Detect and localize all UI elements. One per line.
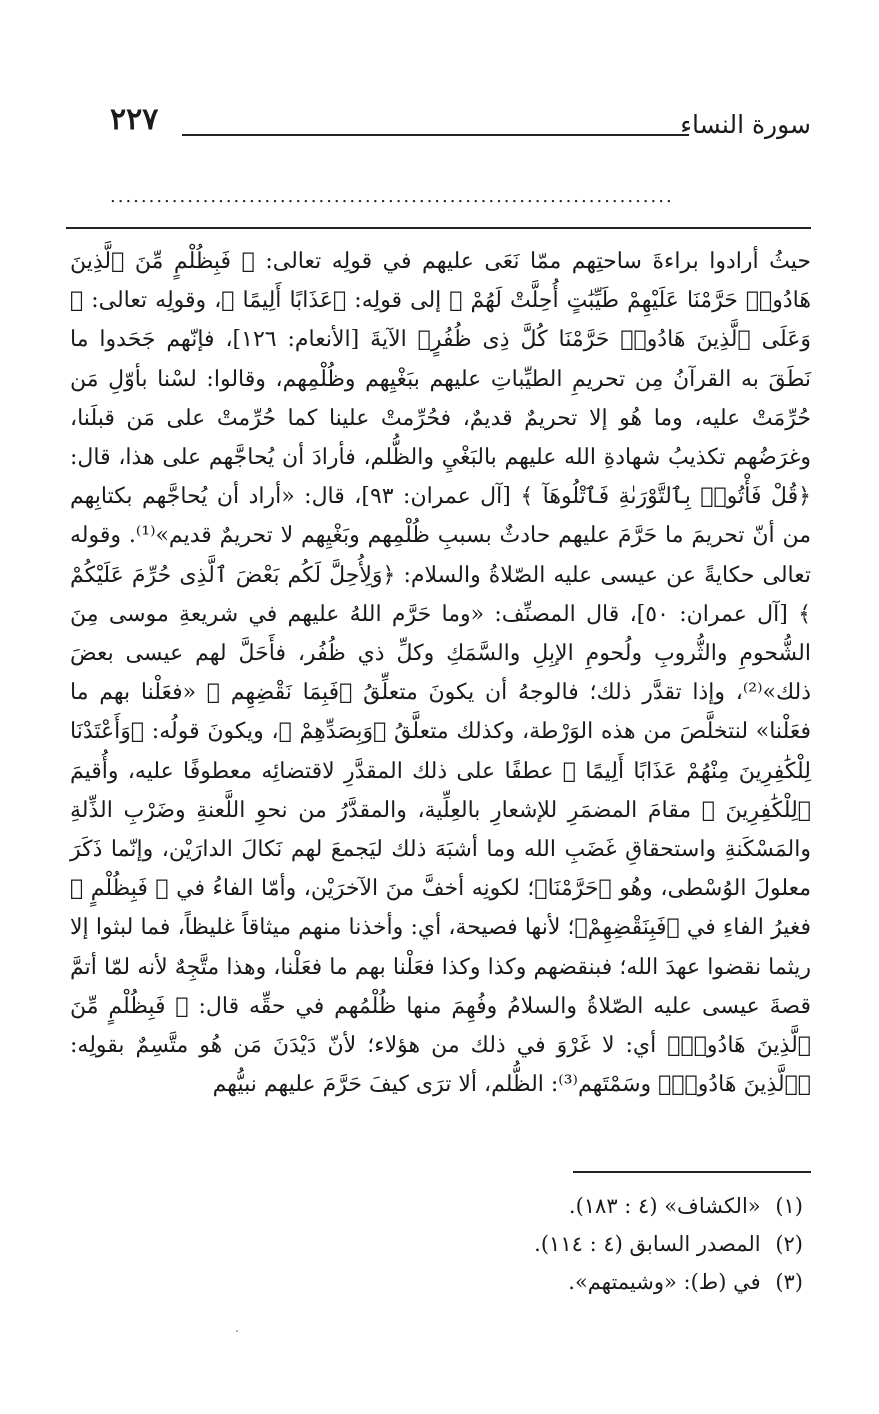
footnote-text: «الكشاف» (٤ : ١٨٣). — [568, 1194, 761, 1218]
footnote-text: المصدر السابق (٤ : ١١٤). — [534, 1232, 761, 1256]
footnote-item — [110, 1187, 803, 1225]
footnote-number: (٢) — [775, 1232, 803, 1256]
footnote-item — [110, 1225, 803, 1263]
main-text — [70, 242, 811, 1104]
header-rule — [182, 134, 689, 136]
separator-dots: ......................................................................... — [110, 186, 674, 207]
footnote-item — [110, 1263, 803, 1301]
footnote-number: (٣) — [775, 1270, 803, 1294]
main-paragraph: حيثُ أرادوا براءةَ ساحتِهم ممّا نَعَى عليهم في قولِه تعالى: ﴿ فَبِظُلْمٍ مِّنَ ٱلَّذِينَ هَادُوا۟ حَرَّمْنَا عَلَيْهِمْ طَيِّبَٰتٍ أُحِلَّتْ لَهُمْ ﴾ إلى قولِه: ﴿عَذَابًا أَلِيمًا ﴾، وقولِه تعالى: ﴿ وَعَلَى ٱلَّذِينَ هَادُوا۟ حَرَّمْنَا كُلَّ ذِى ظُفُرٍ﴾ الآيةَ [الأنعام: ١٢٦]، فإنّهم جَحَدوا ما نَطَقَ به القرآنُ مِن تحريمِ الطيِّباتِ عليهم ببَغْيِهم وظُلْمِهم، وقالوا: لسْنا بأوّلِ مَن حُرِّمَتْ عليه، وما هُو إلا تحريمٌ قديمٌ، فحُرِّمتْ علينا كما حُرِّمتْ على مَن قبلَنا، وغرَضُهم تكذيبُ شهادةِ الله عليهم بالبَغْيِ والظُّلم، فأرادَ أن يُحاجَّهم على هذا، قال: ﴿قُلْ فَأْتُوا۟ بِٱلتَّوْرَىٰةِ فَٱتْلُوهَآ ﴾ [آل عمران: ٩٣]، قال: «أراد أن يُحاجَّهم بكتابِهم من أنّ تحريمَ ما حَرَّمَ عليهم حادثٌ بسببِ ظُلْمِهم وبَغْيِهم لا تحريمٌ قديم»⁽¹⁾. وقوله تعالى حكايةً عن عيسى عليه الصّلاةُ والسلام: ﴿وَلِأُحِلَّ لَكُم بَعْضَ ٱلَّذِى حُرِّمَ عَلَيْكُمْ ﴾ [آل عمران: ٥٠]، قال المصنِّف: «وما حَرَّم اللهُ عليهم في شريعةِ موسى مِنَ الشُّحومِ والثُّروبِ ولُحومِ الإبِلِ والسَّمَكِ وكلِّ ذي ظُفُر، فأَحَلَّ لهم عيسى بعضَ ذلك»⁽²⁾، وإذا تقدَّر ذلك؛ فالوجهُ أن يكونَ متعلِّقُ ﴿فَبِمَا نَقْضِهِم ﴾ «فعَلْنا بهم ما فعَلْنا» لنتخلَّصَ من هذه الوَرْطة، وكذلك متعلَّقُ ﴿وَبِصَدِّهِمْ ﴾، ويكونَ قولُه: ﴿وَأَعْتَدْنَا لِلْكَٰفِرِينَ مِنْهُمْ عَذَابًا أَلِيمًا ﴾ عطفًا على ذلك المقدَّرِ لاقتضائِه معطوفًا عليه، وأُقيمَ ﴿لِلْكَٰفِرِينَ ﴾ مقامَ المضمَرِ للإشعارِ بالعِلِّية، والمقدَّرُ من نحوِ اللَّعنةِ وضَرْبِ الذِّلةِ والمَسْكَنةِ واستحقاقِ غَضَبِ الله وما أشبَهَ ذلك ليَجمعَ لهم نَكالَ الدارَيْن، وإنّما ذَكَرَ معلولَ الوُسْطى، وهُو ﴿حَرَّمْنَا﴾؛ لكونِه أخفَّ منَ الآخرَيْن، وأمّا الفاءُ في ﴿ فَبِظُلْمٍ ﴾ فغيرُ الفاءِ في ﴿فَبِنَقْضِهِمْ﴾؛ لأنها فصيحة، أي: وأخذنا منهم ميثاقاً غليظاً، فما لبثوا إلا ريثما نقضوا عهدَ الله؛ فبنقضهم وكذا وكذا فعَلْنا بهم ما فعَلْنا، وهذا متَّجِهٌ لأنه لمّا أتمَّ قصةَ عيسى عليه الصّلاةُ والسلامُ وفُهِمَ منها ظُلْمُهم في حقِّه قال: ﴿ فَبِظُلْمٍ مِّنَ ٱلَّذِينَ هَادُوا۟﴾ أي: لا غَرْوَ في ذلك من هؤلاء؛ لأنّ دَيْدَنَ مَن هُو متَّسِمٌ بقولِه: ﴿ٱلَّذِينَ هَادُوا۟﴾ وسَمْتَهم⁽³⁾: الظُّلم، ألا ترَى كيفَ حَرَّمَ عليهم نبيُّهم — [70, 249, 812, 1098]
scan-speck — [236, 1330, 238, 1332]
footnote-number: (١) — [775, 1194, 803, 1218]
footnotes — [110, 1187, 803, 1301]
running-title: سورة النساء — [680, 110, 811, 139]
footnote-text: في (ط): «وشيمتهم». — [568, 1270, 761, 1294]
header-divider — [66, 227, 811, 229]
footnote-rule — [573, 1171, 811, 1173]
page-header — [110, 96, 811, 146]
page-number: ٢٢٧ — [110, 102, 159, 137]
